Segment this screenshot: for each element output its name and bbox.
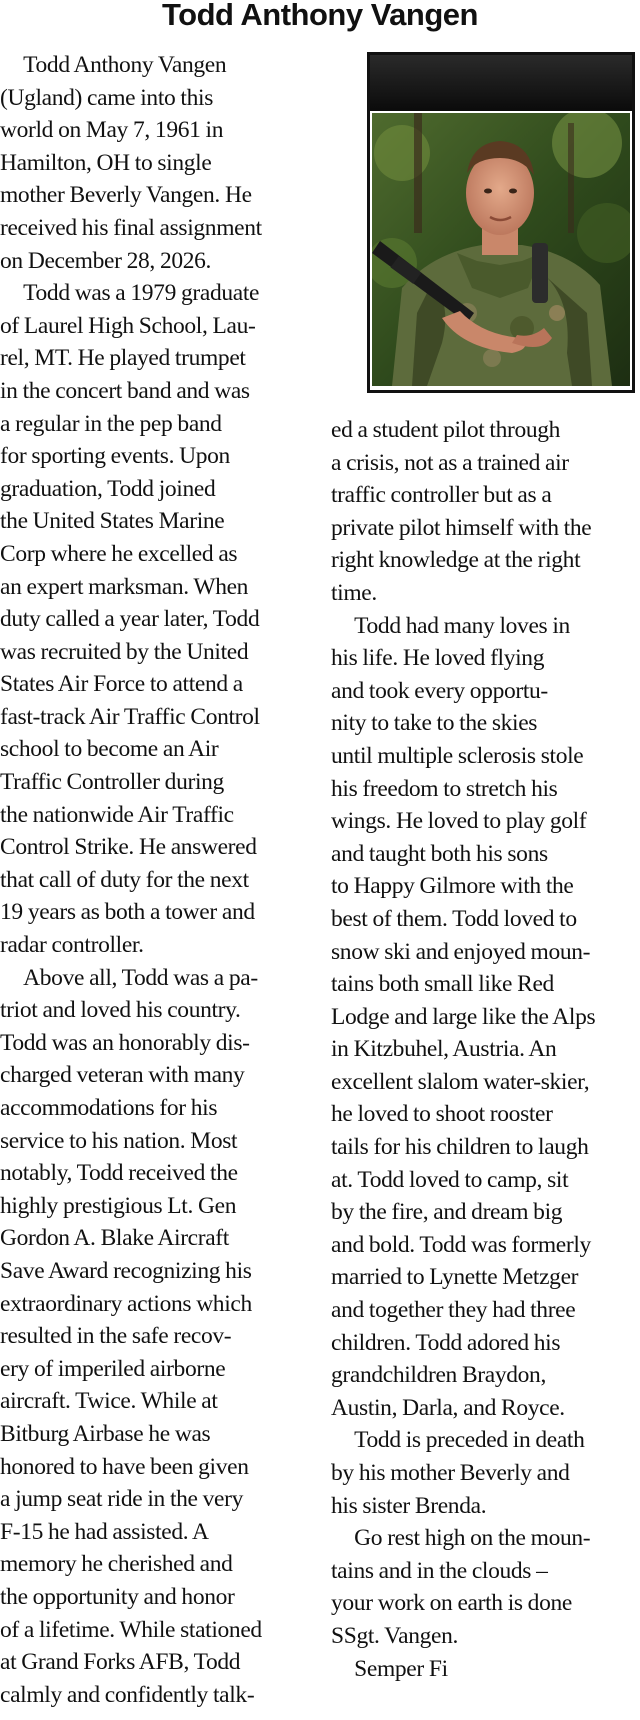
obituary-column-1 bbox=[0, 49, 306, 1711]
text-line: children. Todd adored his bbox=[331, 1329, 561, 1356]
photo-top-bar bbox=[370, 55, 632, 111]
text-line: accommodations for his bbox=[0, 1095, 218, 1121]
text-line: his life. He loved flying bbox=[331, 645, 545, 672]
text-line: he loved to shoot rooster bbox=[331, 1101, 553, 1128]
text-line: private pilot himself with the bbox=[331, 514, 592, 541]
text-line: honored to have been given bbox=[0, 1453, 249, 1480]
text-line: fast-track Air Traffic Control bbox=[0, 703, 260, 730]
text-line: married to Lynette Metzger bbox=[331, 1264, 579, 1291]
text-line: nity to take to the skies bbox=[331, 710, 538, 737]
text-line: tains both small like Red bbox=[331, 971, 554, 998]
text-line: the nationwide Air Traffic bbox=[0, 801, 234, 828]
text-line: Gordon A. Blake Aircraft bbox=[0, 1225, 229, 1252]
text-line: Corp where he excelled as bbox=[0, 540, 238, 567]
text-line: Save Award recognizing his bbox=[0, 1257, 252, 1284]
text-line: Go rest high on the moun- bbox=[331, 1525, 591, 1552]
text-line: Hamilton, OH to single bbox=[0, 149, 212, 176]
text-line: of a lifetime. While stationed bbox=[0, 1616, 262, 1643]
obituary-headline: Todd Anthony Vangen bbox=[162, 0, 478, 32]
text-line: snow ski and enjoyed moun- bbox=[331, 938, 591, 965]
text-line: memory he cherished and bbox=[0, 1551, 233, 1578]
text-line: for sporting events. Upon bbox=[0, 443, 230, 470]
text-line: rel, MT. He played trumpet bbox=[0, 345, 246, 372]
text-line: in Kitzbuhel, Austria. An bbox=[331, 1036, 557, 1063]
text-line: of Laurel High School, Lau- bbox=[0, 312, 256, 339]
text-line: tails for his children to laugh bbox=[331, 1134, 589, 1161]
text-line: ed a student pilot through bbox=[331, 417, 561, 443]
text-line: Todd was an honorably dis- bbox=[0, 1029, 250, 1056]
text-line: to Happy Gilmore with the bbox=[331, 873, 574, 900]
text-line: States Air Force to attend a bbox=[0, 671, 243, 698]
text-line: and taught both his sons bbox=[331, 840, 548, 867]
text-line: radar controller. bbox=[0, 932, 144, 959]
text-line: and together they had three bbox=[331, 1297, 576, 1324]
text-line: notably, Todd received the bbox=[0, 1160, 238, 1187]
text-line: a crisis, not as a trained air bbox=[331, 449, 569, 476]
text-line: calmly and confidently talk- bbox=[0, 1681, 255, 1708]
text-line: highly prestigious Lt. Gen bbox=[0, 1192, 237, 1219]
text-line: his sister Brenda. bbox=[331, 1492, 487, 1519]
text-line: graduation, Todd joined bbox=[0, 475, 216, 502]
text-line: received his final assignment bbox=[0, 214, 262, 241]
text-line: Semper Fi bbox=[331, 1655, 448, 1682]
text-line: Todd is preceded in death bbox=[331, 1427, 585, 1454]
text-line: world on May 7, 1961 in bbox=[0, 117, 224, 144]
text-line: Todd had many loves in bbox=[331, 612, 570, 639]
text-line: traffic controller but as a bbox=[331, 482, 552, 509]
text-line: on December 28, 2026. bbox=[0, 247, 212, 274]
text-line: until multiple sclerosis stole bbox=[331, 742, 584, 769]
text-line: F-15 he had assisted. A bbox=[0, 1518, 209, 1545]
text-line: duty called a year later, Todd bbox=[0, 606, 260, 633]
text-line: by his mother Beverly and bbox=[331, 1460, 570, 1486]
text-line: Bitburg Airbase he was bbox=[0, 1420, 211, 1447]
text-line: right knowledge at the right bbox=[331, 547, 581, 574]
text-line: tains and in the clouds – bbox=[331, 1557, 548, 1584]
text-line: Above all, Todd was a pa- bbox=[0, 964, 258, 991]
portrait-photo-frame bbox=[367, 52, 635, 393]
text-line: grandchildren Braydon, bbox=[331, 1362, 546, 1389]
text-line: extraordinary actions which bbox=[0, 1290, 252, 1317]
text-line: was recruited by the United bbox=[0, 638, 249, 665]
text-line: Todd Anthony Vangen bbox=[0, 52, 227, 78]
text-line: best of them. Todd loved to bbox=[331, 905, 577, 932]
text-line: 19 years as both a tower and bbox=[0, 899, 255, 926]
text-line: Todd was a 1979 graduate bbox=[0, 280, 260, 307]
text-line: the opportunity and honor bbox=[0, 1583, 235, 1610]
text-line: Lodge and large like the Alps bbox=[331, 1003, 596, 1030]
text-line: charged veteran with many bbox=[0, 1062, 245, 1089]
text-line: resulted in the safe recov- bbox=[0, 1323, 232, 1350]
text-line: by the fire, and dream big bbox=[331, 1199, 563, 1226]
text-line: in the concert band and was bbox=[0, 377, 250, 404]
text-line: a regular in the pep band bbox=[0, 410, 222, 437]
text-line: a jump seat ride in the very bbox=[0, 1486, 244, 1513]
text-line: Austin, Darla, and Royce. bbox=[331, 1394, 565, 1421]
text-line: and bold. Todd was formerly bbox=[331, 1231, 591, 1258]
text-line: (Ugland) came into this bbox=[0, 84, 213, 111]
text-line: your work on earth is done bbox=[331, 1590, 572, 1617]
portrait-photo bbox=[372, 113, 630, 386]
text-line: ery of imperiled airborne bbox=[0, 1355, 226, 1382]
text-line: school to become an Air bbox=[0, 736, 219, 763]
text-line: service to his nation. Most bbox=[0, 1127, 238, 1154]
text-line: time. bbox=[331, 579, 377, 606]
text-line: at Grand Forks AFB, Todd bbox=[0, 1649, 241, 1676]
text-line: and took every opportu- bbox=[331, 677, 548, 704]
portrait-illustration bbox=[372, 113, 630, 386]
text-line: an expert marksman. When bbox=[0, 573, 249, 600]
text-line: triot and loved his country. bbox=[0, 997, 241, 1024]
text-line: that call of duty for the next bbox=[0, 866, 249, 893]
obituary-column-2 bbox=[331, 414, 640, 1685]
text-line: aircraft. Twice. While at bbox=[0, 1388, 218, 1415]
text-line: his freedom to stretch his bbox=[331, 775, 558, 802]
text-line: mother Beverly Vangen. He bbox=[0, 182, 252, 209]
text-line: excellent slalom water-skier, bbox=[331, 1068, 590, 1095]
text-line: Control Strike. He answered bbox=[0, 834, 257, 861]
text-line: the United States Marine bbox=[0, 508, 225, 535]
text-line: Traffic Controller during bbox=[0, 769, 224, 796]
text-line: wings. He loved to play golf bbox=[331, 808, 587, 835]
text-line: at. Todd loved to camp, sit bbox=[331, 1166, 569, 1193]
text-line: SSgt. Vangen. bbox=[331, 1622, 459, 1649]
